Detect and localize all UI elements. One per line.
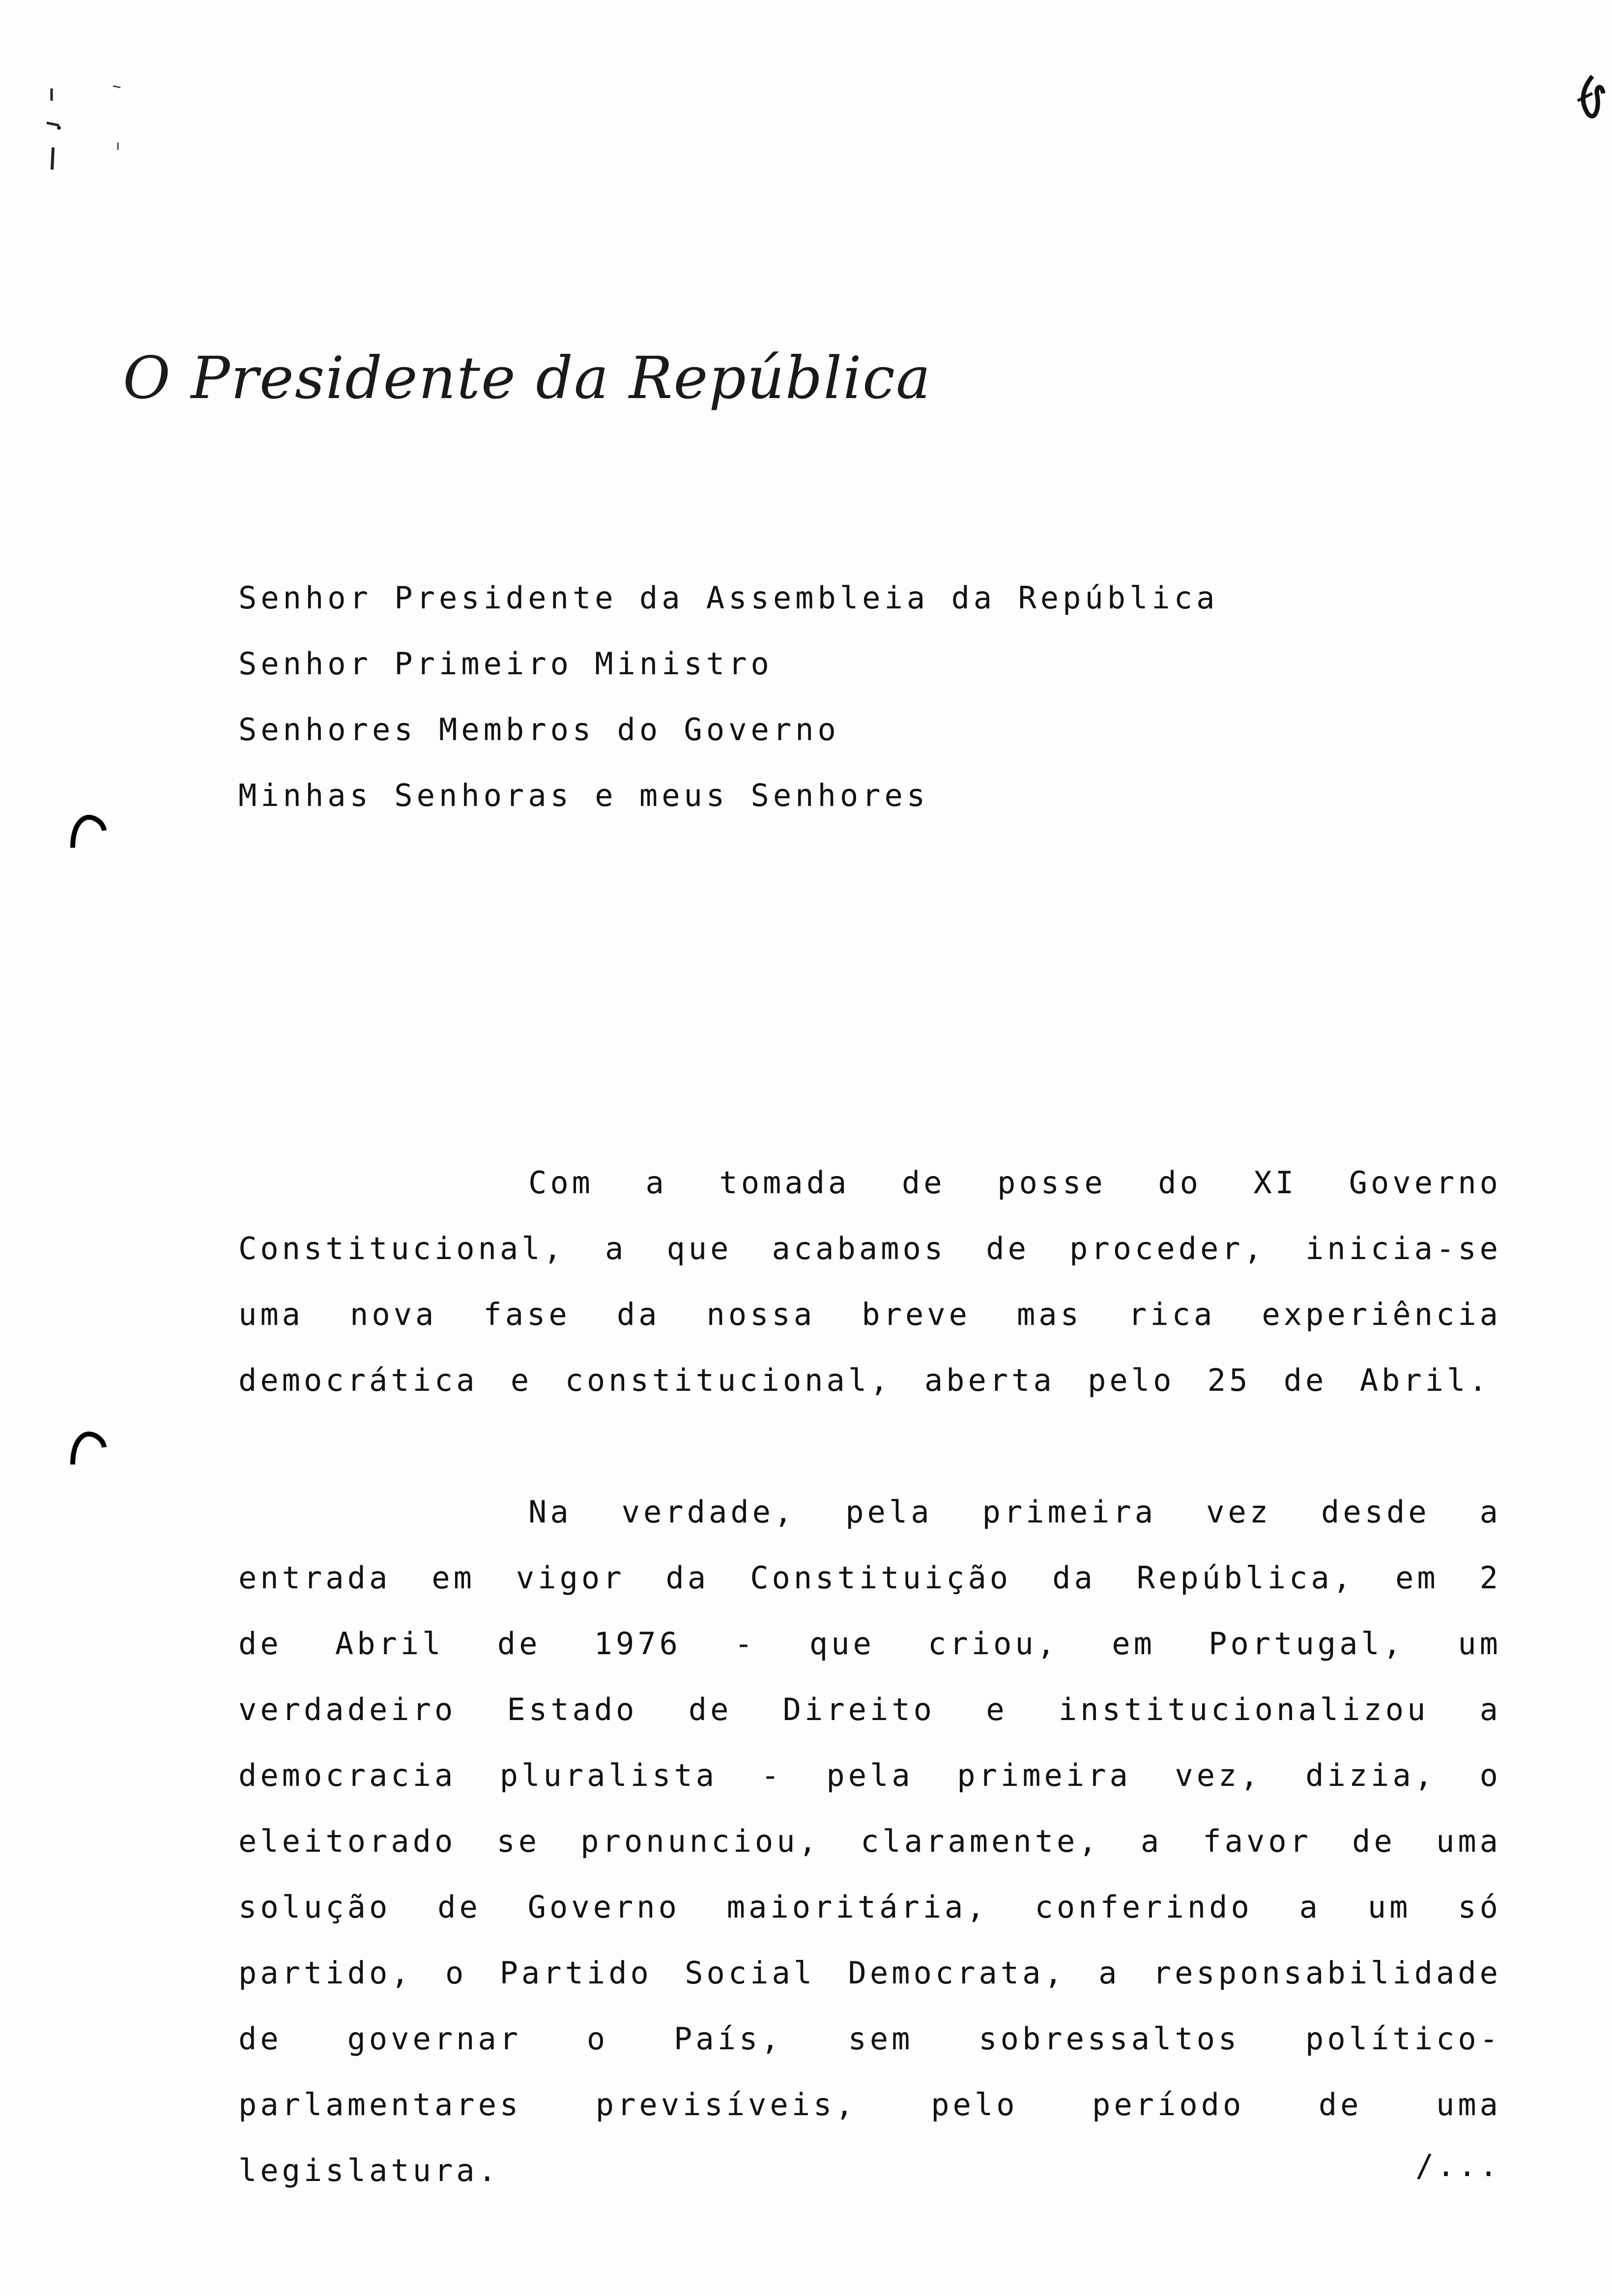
salutation-line: Minhas Senhoras e meus Senhores [238, 777, 929, 813]
paragraph: Na verdade, pela primeira vez desde a entrada em vigor da Constituição da República, em 2 de Abril de 1976 - que criou, em Portugal, um verdadeiro Estado de Direito e institucionalizou a democracia pluralista - pela primeira vez, dizia, o eleitorado se pronunciou, claramente, a favor de uma solução de Governo maioritária, conferindo a um só partido, o Partido Social Democrata, a responsabilidade de governar o País, sem sobressaltos político-parlamentares previsíveis, pelo período de uma legislatura. [238, 1494, 1501, 2188]
margin-bracket [69, 813, 108, 853]
corner-mark [1573, 74, 1607, 128]
paragraph: Com a tomada de posse do XI Governo Constitucional, a que acabamos de proceder, inicia-se uma nova fase da nossa breve mas rica experiência democrática e constitucional, aberta pelo 25 de Abril. [238, 1165, 1501, 1398]
salutation-block [238, 565, 1516, 829]
punch-hole-marks [29, 84, 128, 201]
salutation-line: Senhores Membros do Governo [238, 712, 840, 747]
letterhead: O Presidente da República [123, 344, 932, 412]
margin-bracket [69, 1430, 108, 1469]
salutation-line: Senhor Primeiro Ministro [238, 646, 773, 682]
salutation-line: Senhor Presidente da Assembleia da República [238, 580, 1219, 616]
continuation-mark: /... [1415, 2148, 1501, 2183]
